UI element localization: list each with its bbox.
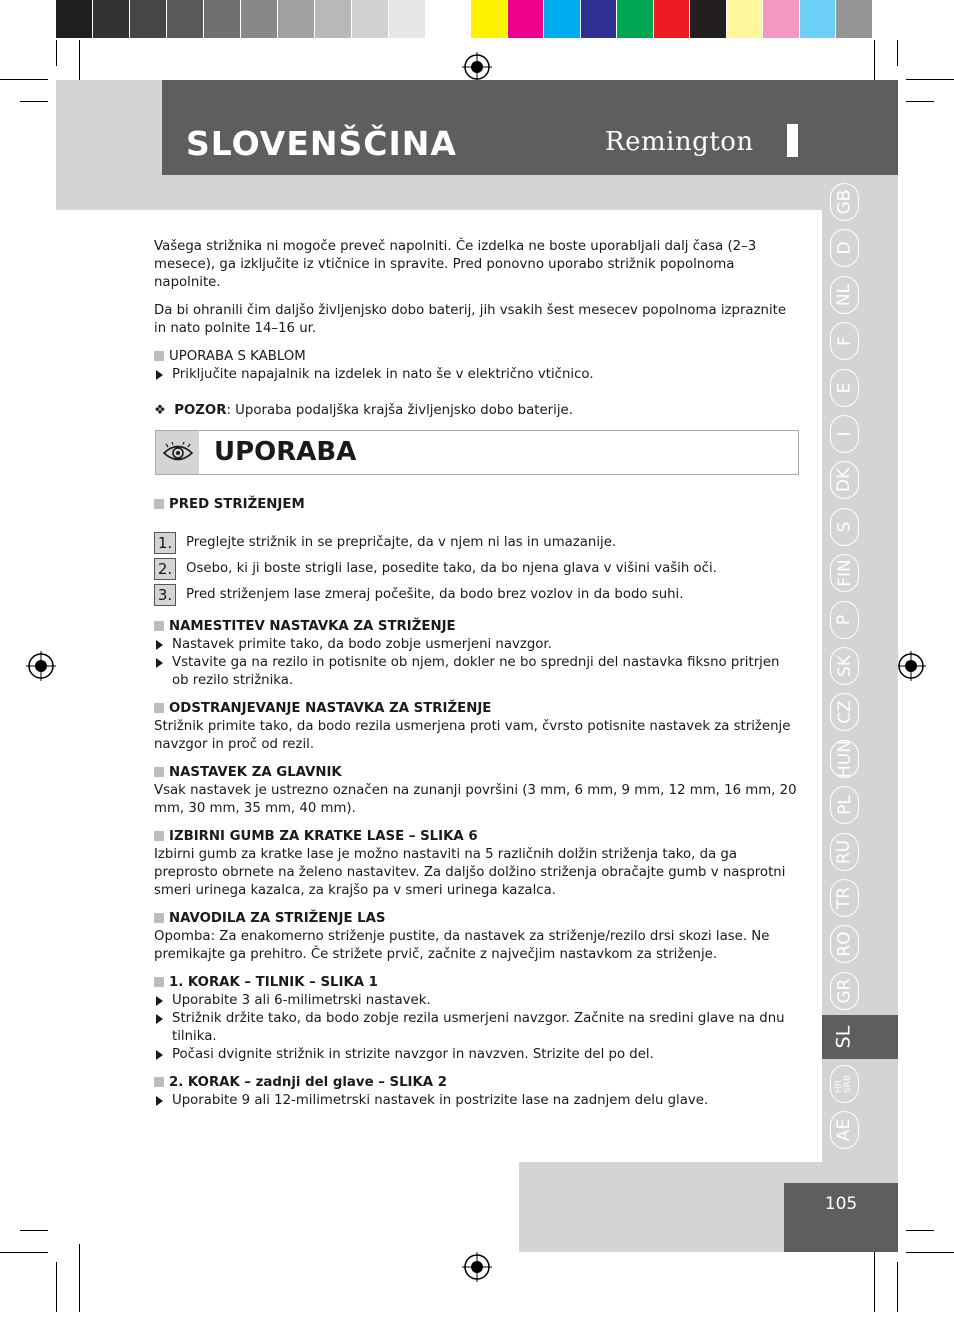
language-tab-ro[interactable]	[830, 925, 859, 963]
crop-mark	[906, 1252, 954, 1253]
step-item: 3. Pred striženjem lase zmeraj počešite, da bodo brez vozlov in da bodo suhi.	[154, 584, 799, 606]
language-tab-hr-srb[interactable]	[830, 1065, 859, 1103]
color-swatch	[315, 0, 352, 38]
color-swatch	[617, 0, 654, 38]
square-bullet-icon	[154, 621, 164, 631]
language-tab-f[interactable]	[830, 322, 859, 360]
section-subheading: NAMESTITEV NASTAVKA ZA STRIŽENJE	[154, 618, 799, 636]
square-bullet-icon	[154, 767, 164, 777]
body-text: Strižnik primite tako, da bodo rezila usmerjena proti vam, čvrsto potisnite nastavek za striženje navzgor in proč od rezil.	[154, 719, 791, 752]
square-bullet-icon	[154, 831, 164, 841]
language-tab-label: HUN	[834, 739, 855, 778]
caution-icon: ❖	[154, 403, 166, 418]
language-tab-nl[interactable]	[830, 276, 859, 314]
crop-mark	[874, 1244, 875, 1312]
language-tab-label: GR	[834, 978, 855, 1004]
color-swatch	[508, 0, 545, 38]
caution-note	[154, 402, 799, 420]
square-bullet-icon	[154, 1077, 164, 1087]
language-tab-label: D	[834, 241, 855, 255]
color-swatch	[426, 0, 463, 38]
color-swatch	[800, 0, 837, 38]
language-tab-sl[interactable]	[822, 1015, 898, 1059]
language-tab-label: GB	[834, 189, 855, 215]
language-tab-gb[interactable]	[830, 183, 859, 221]
color-swatch	[167, 0, 204, 38]
language-tab-sk[interactable]	[830, 647, 859, 685]
language-tab-label: F	[834, 336, 855, 347]
language-tab-label: I	[834, 431, 855, 437]
language-tab-ae[interactable]	[830, 1111, 859, 1149]
square-bullet-icon	[154, 499, 164, 509]
color-swatch	[471, 0, 508, 38]
language-tab-label: SL	[832, 1025, 855, 1049]
section-subheading: 2. KORAK – zadnji del glave – SLIKA 2	[154, 1074, 799, 1092]
crop-mark	[0, 1252, 48, 1253]
intro-paragraph: Da bi ohranili čim daljšo življenjsko dobo baterij, jih vsakih šest mesecev popolnoma izpraznite in nato polnite 14–16 ur.	[154, 303, 787, 336]
print-color-bar	[56, 0, 896, 38]
registration-mark-icon	[26, 651, 56, 681]
eye-icon	[156, 431, 199, 474]
crop-mark	[20, 101, 48, 102]
page-title: SLOVENŠČINA	[186, 124, 457, 163]
language-tab-label: FIN	[834, 559, 855, 587]
language-tab-label: CZ	[834, 700, 855, 725]
intro-content	[154, 238, 799, 420]
language-tab-label: RU	[834, 839, 855, 864]
color-swatch	[278, 0, 315, 38]
language-tab-s[interactable]	[830, 508, 859, 546]
color-swatch	[763, 0, 800, 38]
step-number: 3.	[154, 584, 176, 606]
page-number: 105	[824, 1194, 858, 1214]
language-tab-label: E	[834, 382, 855, 393]
bullet-item: Strižnik držite tako, da bodo zobje rezila usmerjeni navzgor. Začnite na sredini glave na dnu tilnika.	[154, 1010, 799, 1046]
intro-paragraph: Vašega strižnika ni mogoče preveč napolniti. Če izdelka ne boste uporabljali dalj časa (2–3 mesece), ga izključite iz vtičnice in spravite. Pred ponovno uporabo strižnik popolnoma napolnite.	[154, 239, 757, 290]
language-tab-d[interactable]	[830, 229, 859, 267]
language-tab-label: RO	[834, 931, 855, 957]
language-tab-fin[interactable]	[830, 554, 859, 592]
color-bar-gap	[463, 0, 471, 38]
step-number: 1.	[154, 532, 176, 554]
language-tab-e[interactable]	[830, 369, 859, 407]
crop-mark	[79, 1244, 80, 1312]
color-swatch	[544, 0, 581, 38]
language-tab-pl[interactable]	[830, 786, 859, 824]
bullet-item: Nastavek primite tako, da bodo zobje usmerjeni navzgor.	[154, 636, 799, 654]
square-bullet-icon	[154, 351, 164, 361]
color-swatch	[352, 0, 389, 38]
color-swatch	[130, 0, 167, 38]
color-swatch	[836, 0, 873, 38]
step-item: 1. Preglejte strižnik in se prepričajte, da v njem ni las in umazanije.	[154, 532, 799, 554]
section-title: UPORABA	[214, 437, 357, 467]
step-number: 2.	[154, 558, 176, 580]
caution-label: POZOR	[174, 403, 227, 418]
brand-logo-bar	[787, 124, 798, 157]
numbered-steps	[154, 532, 799, 606]
language-tab-label: AE	[834, 1118, 855, 1142]
language-tab-label: PL	[834, 795, 855, 816]
color-swatch	[654, 0, 691, 38]
registration-mark-icon	[462, 1252, 492, 1282]
color-swatch	[581, 0, 618, 38]
body-text: Opomba: Za enakomerno striženje pustite, da nastavek za striženje/rezilo drsi skozi lase. Ne premikajte ga prehitro. Če strižete prvič, začnite z največjim nastavkom za striženje.	[154, 929, 770, 962]
section-subheading: PRED STRIŽENJEM	[154, 496, 799, 514]
step-item: 2. Osebo, ki ji boste strigli lase, posedite tako, da bo njena glava v višini vaših oči.	[154, 558, 799, 580]
crop-mark	[56, 40, 57, 66]
color-swatch	[389, 0, 426, 38]
cord-heading: UPORABA S KABLOM	[154, 348, 799, 366]
language-tab-gr[interactable]	[830, 972, 859, 1010]
crop-mark	[906, 1230, 934, 1231]
section-header	[155, 430, 799, 475]
language-tab-label: P	[834, 614, 855, 625]
language-tab-ru[interactable]	[830, 833, 859, 871]
section-subheading: NASTAVEK ZA GLAVNIK	[154, 764, 799, 782]
section-subheading: NAVODILA ZA STRIŽENJE LAS	[154, 910, 799, 928]
color-swatch	[241, 0, 278, 38]
body-text: Vsak nastavek je ustrezno označen na zunanji površini (3 mm, 6 mm, 9 mm, 12 mm, 16 mm, 20 mm, 30 mm, 35 mm, 40 mm).	[154, 783, 797, 816]
caution-text: : Uporaba podaljška krajša življenjsko dobo baterije.	[226, 403, 573, 418]
square-bullet-icon	[154, 703, 164, 713]
bullet-item: Vstavite ga na rezilo in potisnite ob njem, dokler ne bo sprednji del nastavka fiksno pritrjen ob rezilo strižnika.	[154, 654, 799, 690]
section-subheading: 1. KORAK – TILNIK – SLIKA 1	[154, 974, 799, 992]
brand-logo: Remington	[605, 127, 754, 157]
usage-content	[154, 496, 799, 1120]
bullet-item: Počasi dvignite strižnik in strizite navzgor in navzven. Strizite del po del.	[154, 1046, 799, 1064]
crop-mark	[20, 1230, 48, 1231]
section-subheading: IZBIRNI GUMB ZA KRATKE LASE – SLIKA 6	[154, 828, 799, 846]
registration-mark-icon	[896, 651, 926, 681]
square-bullet-icon	[154, 977, 164, 987]
color-swatch	[690, 0, 727, 38]
language-tab-dk[interactable]	[830, 461, 859, 499]
crop-mark	[897, 1262, 898, 1312]
registration-mark-icon	[462, 52, 492, 82]
language-tab-label: S	[834, 521, 855, 533]
color-swatch	[56, 0, 93, 38]
color-swatch	[727, 0, 764, 38]
cord-bullet: Priključite napajalnik na izdelek in nato še v električno vtičnico.	[154, 366, 799, 384]
language-tab-label: TR	[834, 886, 855, 910]
color-swatch	[93, 0, 130, 38]
crop-mark	[906, 79, 954, 80]
bullet-item: Uporabite 3 ali 6-milimetrski nastavek.	[154, 992, 799, 1010]
language-tab-i[interactable]	[830, 415, 859, 453]
crop-mark	[897, 40, 898, 66]
crop-mark	[0, 79, 48, 80]
language-tab-label: SK	[834, 655, 855, 677]
language-tab-cz[interactable]	[830, 693, 859, 731]
section-subheading: ODSTRANJEVANJE NASTAVKA ZA STRIŽENJE	[154, 700, 799, 718]
language-tab-p[interactable]	[830, 601, 859, 639]
bullet-item: Uporabite 9 ali 12-milimetrski nastavek in postrizite lase na zadnjem delu glave.	[154, 1092, 799, 1110]
language-tab-tr[interactable]	[830, 879, 859, 917]
language-tab-label: DK	[834, 468, 855, 493]
language-tab-label: NL	[834, 283, 855, 306]
crop-mark	[56, 1262, 57, 1312]
body-text: Izbirni gumb za kratke lase je možno nastaviti na 5 različnih dolžin striženja tako, da ga preprosto obrnete na želeno nastavitev. Za daljšo dolžino striženja obračajte gumb v nasprotni smeri urinega kazalca, za krajšo pa v smeri urinega kazalca.	[154, 847, 786, 898]
language-tab-hun[interactable]	[830, 740, 859, 778]
crop-mark	[906, 101, 934, 102]
language-tab-label: HR SRB	[834, 1074, 854, 1093]
square-bullet-icon	[154, 913, 164, 923]
color-swatch	[204, 0, 241, 38]
